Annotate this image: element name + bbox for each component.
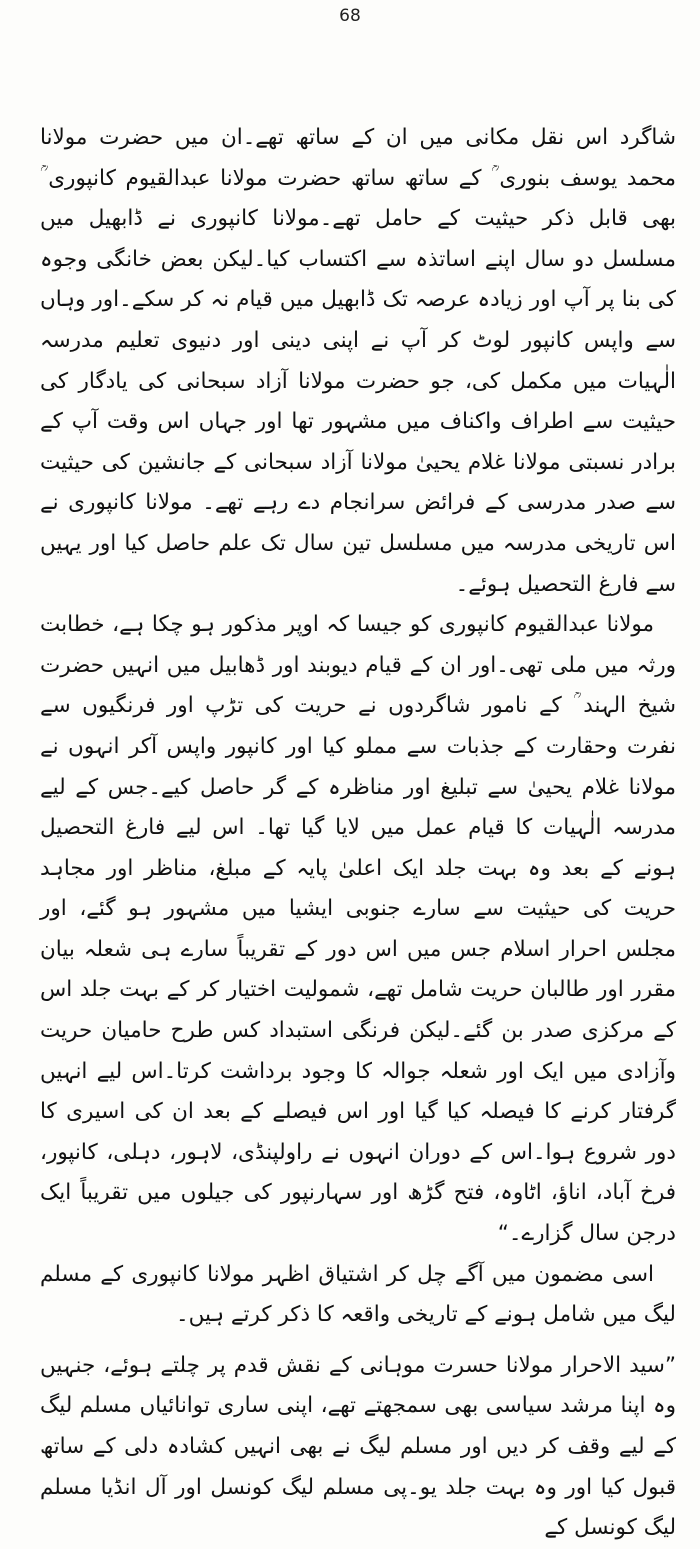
page-number: 68: [339, 6, 361, 26]
body-text: [40, 118, 676, 1549]
paragraph-1: شاگرد اس نقل مکانی میں ان کے ساتھ تھے۔ان میں حضرت مولانا محمد یوسف بنوری ؒ کے ساتھ ساتھ حضرت مولانا عبدالقیوم کانپوری ؒ بھی قابل ذکر حیثیت کے حامل تھے۔مولانا کانپوری نے ڈابھیل میں مسلسل دو سال اپنے اساتذہ سے اکتساب کیا۔لیکن بعض خانگی وجوہ کی بنا پر آپ اور زیادہ عرصہ تک ڈابھیل میں قیام نہ کر سکے۔اور وہاں سے واپس کانپور لوٹ کر آپ نے اپنی دینی اور دنیوی تعلیم مدرسہ الٰہیات میں مکمل کی، جو حضرت مولانا آزاد سبحانی کی یادگار کی حیثیت سے اطراف واکناف میں مشہور تھا اور جہاں اس وقت آپ کے برادر نسبتی مولانا غلام یحییٰ مولانا آزاد سبحانی کے جانشین کی حیثیت سے صدر مدرسی کے فرائض سرانجام دے رہے تھے۔ مولانا کانپوری نے اس تاریخی مدرسہ میں مسلسل تین سال تک علم حاصل کیا اور یہیں سے فارغ التحصیل ہوئے۔: [40, 125, 676, 597]
paragraph-2: مولانا عبدالقیوم کانپوری کو جیسا کہ اوپر مذکور ہو چکا ہے، خطابت ورثہ میں ملی تھی۔اور ان کے قیام دیوبند اور ڈھابیل میں انہیں حضرت شیخ الہند ؒ کے نامور شاگردوں نے حریت کی تڑپ اور فرنگیوں سے نفرت وحقارت کے جذبات سے مملو کیا اور کانپور واپس آکر انہوں نے مولانا غلام یحییٰ سے تبلیغ اور مناظرہ کے گر حاصل کیے۔جس کے لیے مدرسہ الٰہیات کا قیام عمل میں لایا گیا تھا۔ اس لیے فارغ التحصیل ہونے کے بعد وہ بہت جلد ایک اعلیٰ پایہ کے مبلغ، مناظر اور مجاہد حریت کی حیثیت سے سارے جنوبی ایشیا میں مشہور ہو گئے، اور مجلس احرار اسلام جس میں اس دور کے تقریباً سارے ہی شعلہ بیان مقرر اور طالبان حریت شامل تھے، شمولیت اختیار کر کے بہت جلد اس کے مرکزی صدر بن گئے۔لیکن فرنگی استبداد کس طرح حامیان حریت وآزادی میں ایک اور شعلہ جوالہ کا وجود برداشت کرتا۔اس لیے انہیں گرفتار کرنے کا فیصلہ کیا گیا اور اس فیصلے کے بعد ان کی اسیری کا دور شروع ہوا۔اس کے دوران انہوں نے راولپنڈی، لاہور، دہلی، کانپور، فرخ آباد، اناؤ، اٹاوہ، فتح گڑھ اور سہارنپور کی جیلوں میں تقریباً ایک درجن سال گزارے۔“: [40, 612, 676, 1247]
paragraph-3: اسی مضمون میں آگے چل کر اشتیاق اظہر مولانا کانپوری کے مسلم لیگ میں شامل ہونے کے تاریخی واقعہ کا ذکر کرتے ہیں۔: [40, 1261, 676, 1328]
paragraph-4-quote: ”سید الاحرار مولانا حسرت موہانی کے نقش قدم پر چلتے ہوئے، جنہیں وہ اپنا مرشد سیاسی بھی سمجھتے تھے، اپنی ساری توانائیاں مسلم لیگ کے لیے وقف کر دیں اور مسلم لیگ نے بھی انہیں کشادہ دلی کے ساتھ قبول کیا اور وہ بہت جلد یو۔پی مسلم لیگ کونسل اور آل انڈیا مسلم لیگ کونسل کے: [40, 1352, 676, 1541]
